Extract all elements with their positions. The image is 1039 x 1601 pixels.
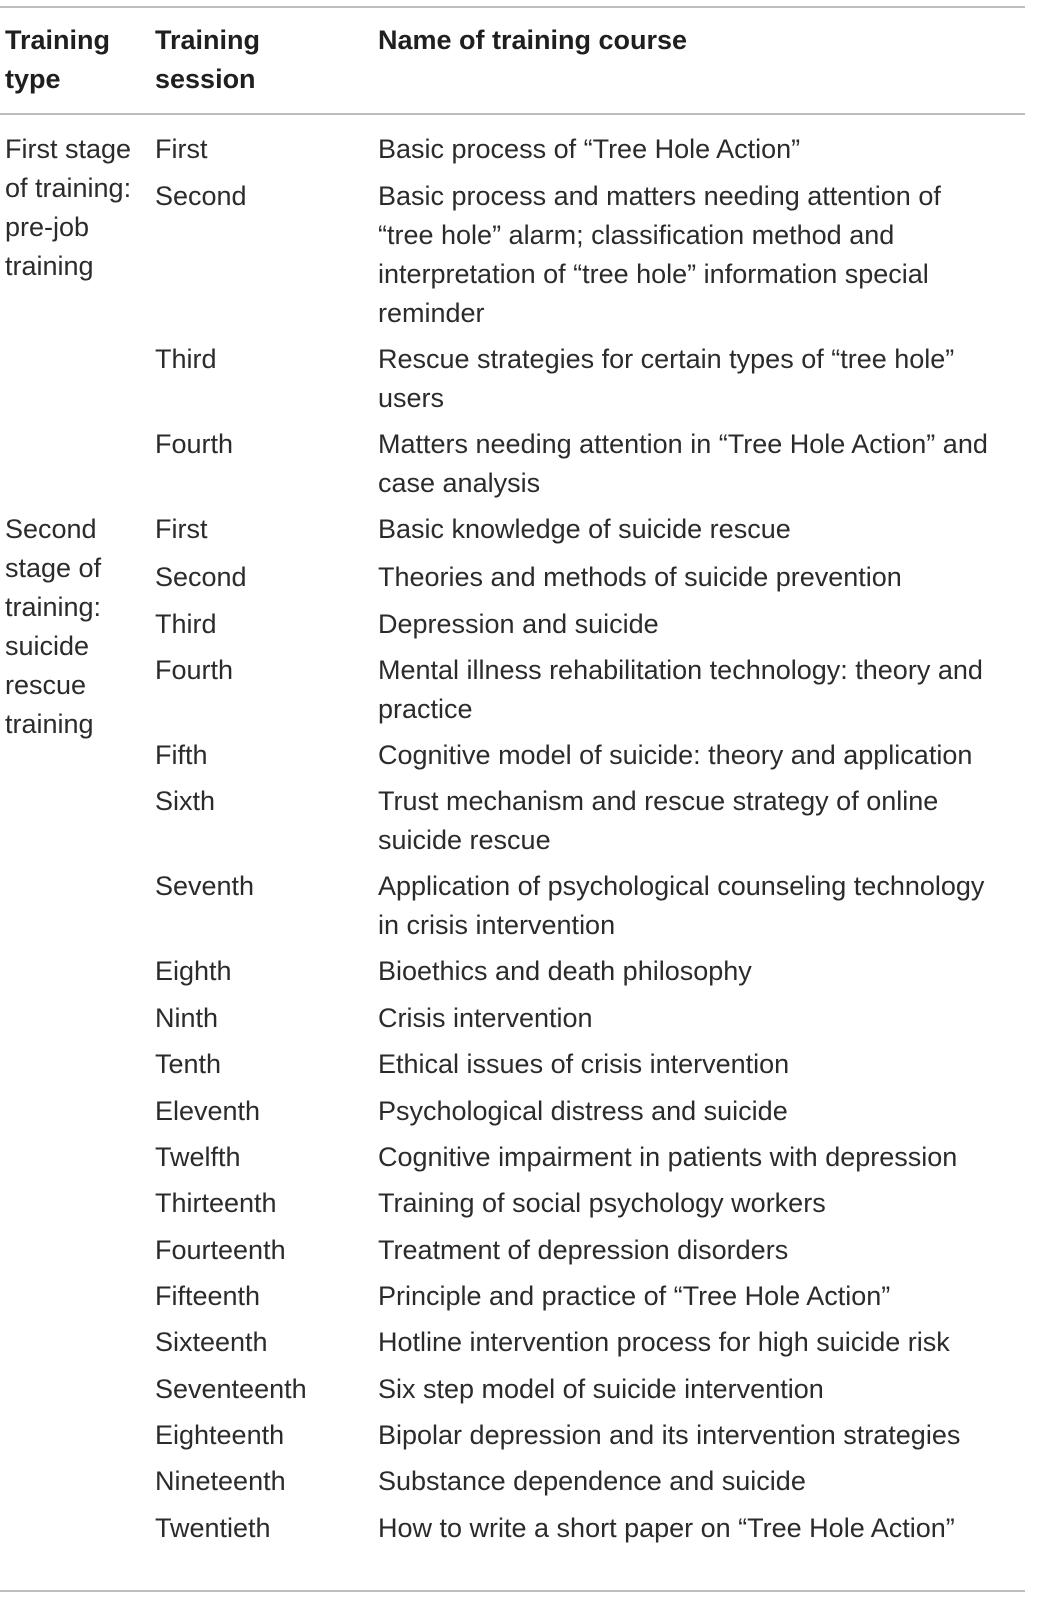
session-cell: Seventeenth <box>155 1374 307 1404</box>
course-cell: Depression and suicide <box>378 609 659 639</box>
course-cell: Crisis intervention <box>378 1003 593 1033</box>
session-cell: Twelfth <box>155 1142 241 1172</box>
session-cell: Eleventh <box>155 1096 261 1126</box>
course-cell: Hotline intervention process for high suicide risk <box>378 1327 950 1357</box>
session-cell: Fourteenth <box>155 1235 286 1265</box>
course-cell: Matters needing attention in “Tree Hole Action” and case analysis <box>378 429 988 498</box>
session-cell: Seventh <box>155 871 255 901</box>
session-cell: Twentieth <box>155 1513 271 1543</box>
course-cell: Six step model of suicide intervention <box>378 1374 824 1404</box>
course-cell: Basic process of “Tree Hole Action” <box>378 134 801 164</box>
session-cell: Second <box>155 181 247 211</box>
header-training-type: Training type <box>5 25 111 94</box>
header-rule <box>0 113 1025 115</box>
course-cell: Basic process and matters needing attention of “tree hole” alarm; classification method and interpretation of “tree hole” information special reminder <box>378 181 941 328</box>
session-cell: Tenth <box>155 1049 222 1079</box>
group-label-second-stage: Second stage of training: suicide rescue training <box>5 514 102 739</box>
course-cell: Mental illness rehabilitation technology: theory and practice <box>378 655 983 724</box>
session-cell: Eighth <box>155 956 232 986</box>
session-cell: Ninth <box>155 1003 219 1033</box>
session-cell: Eighteenth <box>155 1420 285 1450</box>
session-cell: Fifth <box>155 740 208 770</box>
session-cell: Third <box>155 344 217 374</box>
header-training-session: Training session <box>155 25 261 94</box>
course-cell: Cognitive impairment in patients with depression <box>378 1142 958 1172</box>
course-cell: Theories and methods of suicide prevention <box>378 562 902 592</box>
course-cell: Ethical issues of crisis intervention <box>378 1049 790 1079</box>
session-cell: Second <box>155 562 247 592</box>
course-cell: Basic knowledge of suicide rescue <box>378 514 791 544</box>
session-cell: Fourth <box>155 429 234 459</box>
course-cell: How to write a short paper on “Tree Hole Action” <box>378 1513 955 1543</box>
course-cell: Principle and practice of “Tree Hole Action” <box>378 1281 891 1311</box>
session-cell: Fourth <box>155 655 234 685</box>
course-cell: Cognitive model of suicide: theory and application <box>378 740 973 770</box>
session-cell: Sixteenth <box>155 1327 268 1357</box>
course-cell: Psychological distress and suicide <box>378 1096 788 1126</box>
session-cell: Thirteenth <box>155 1188 277 1218</box>
course-cell: Bioethics and death philosophy <box>378 956 752 986</box>
session-cell: Sixth <box>155 786 216 816</box>
course-cell: Rescue strategies for certain types of “tree hole” users <box>378 344 955 413</box>
session-cell: First <box>155 514 208 544</box>
course-cell: Substance dependence and suicide <box>378 1466 806 1496</box>
session-cell: Fifteenth <box>155 1281 261 1311</box>
course-cell: Trust mechanism and rescue strategy of online suicide rescue <box>378 786 939 855</box>
session-cell: Nineteenth <box>155 1466 286 1496</box>
course-cell: Training of social psychology workers <box>378 1188 826 1218</box>
header-course-name: Name of training course <box>378 25 688 55</box>
course-cell: Application of psychological counseling technology in crisis intervention <box>378 871 985 940</box>
bottom-rule <box>0 1590 1025 1592</box>
group-label-first-stage: First stage of training: pre-job training <box>5 134 132 281</box>
session-cell: First <box>155 134 208 164</box>
course-cell: Treatment of depression disorders <box>378 1235 789 1265</box>
session-cell: Third <box>155 609 217 639</box>
course-cell: Bipolar depression and its intervention strategies <box>378 1420 961 1450</box>
top-rule <box>0 6 1025 8</box>
